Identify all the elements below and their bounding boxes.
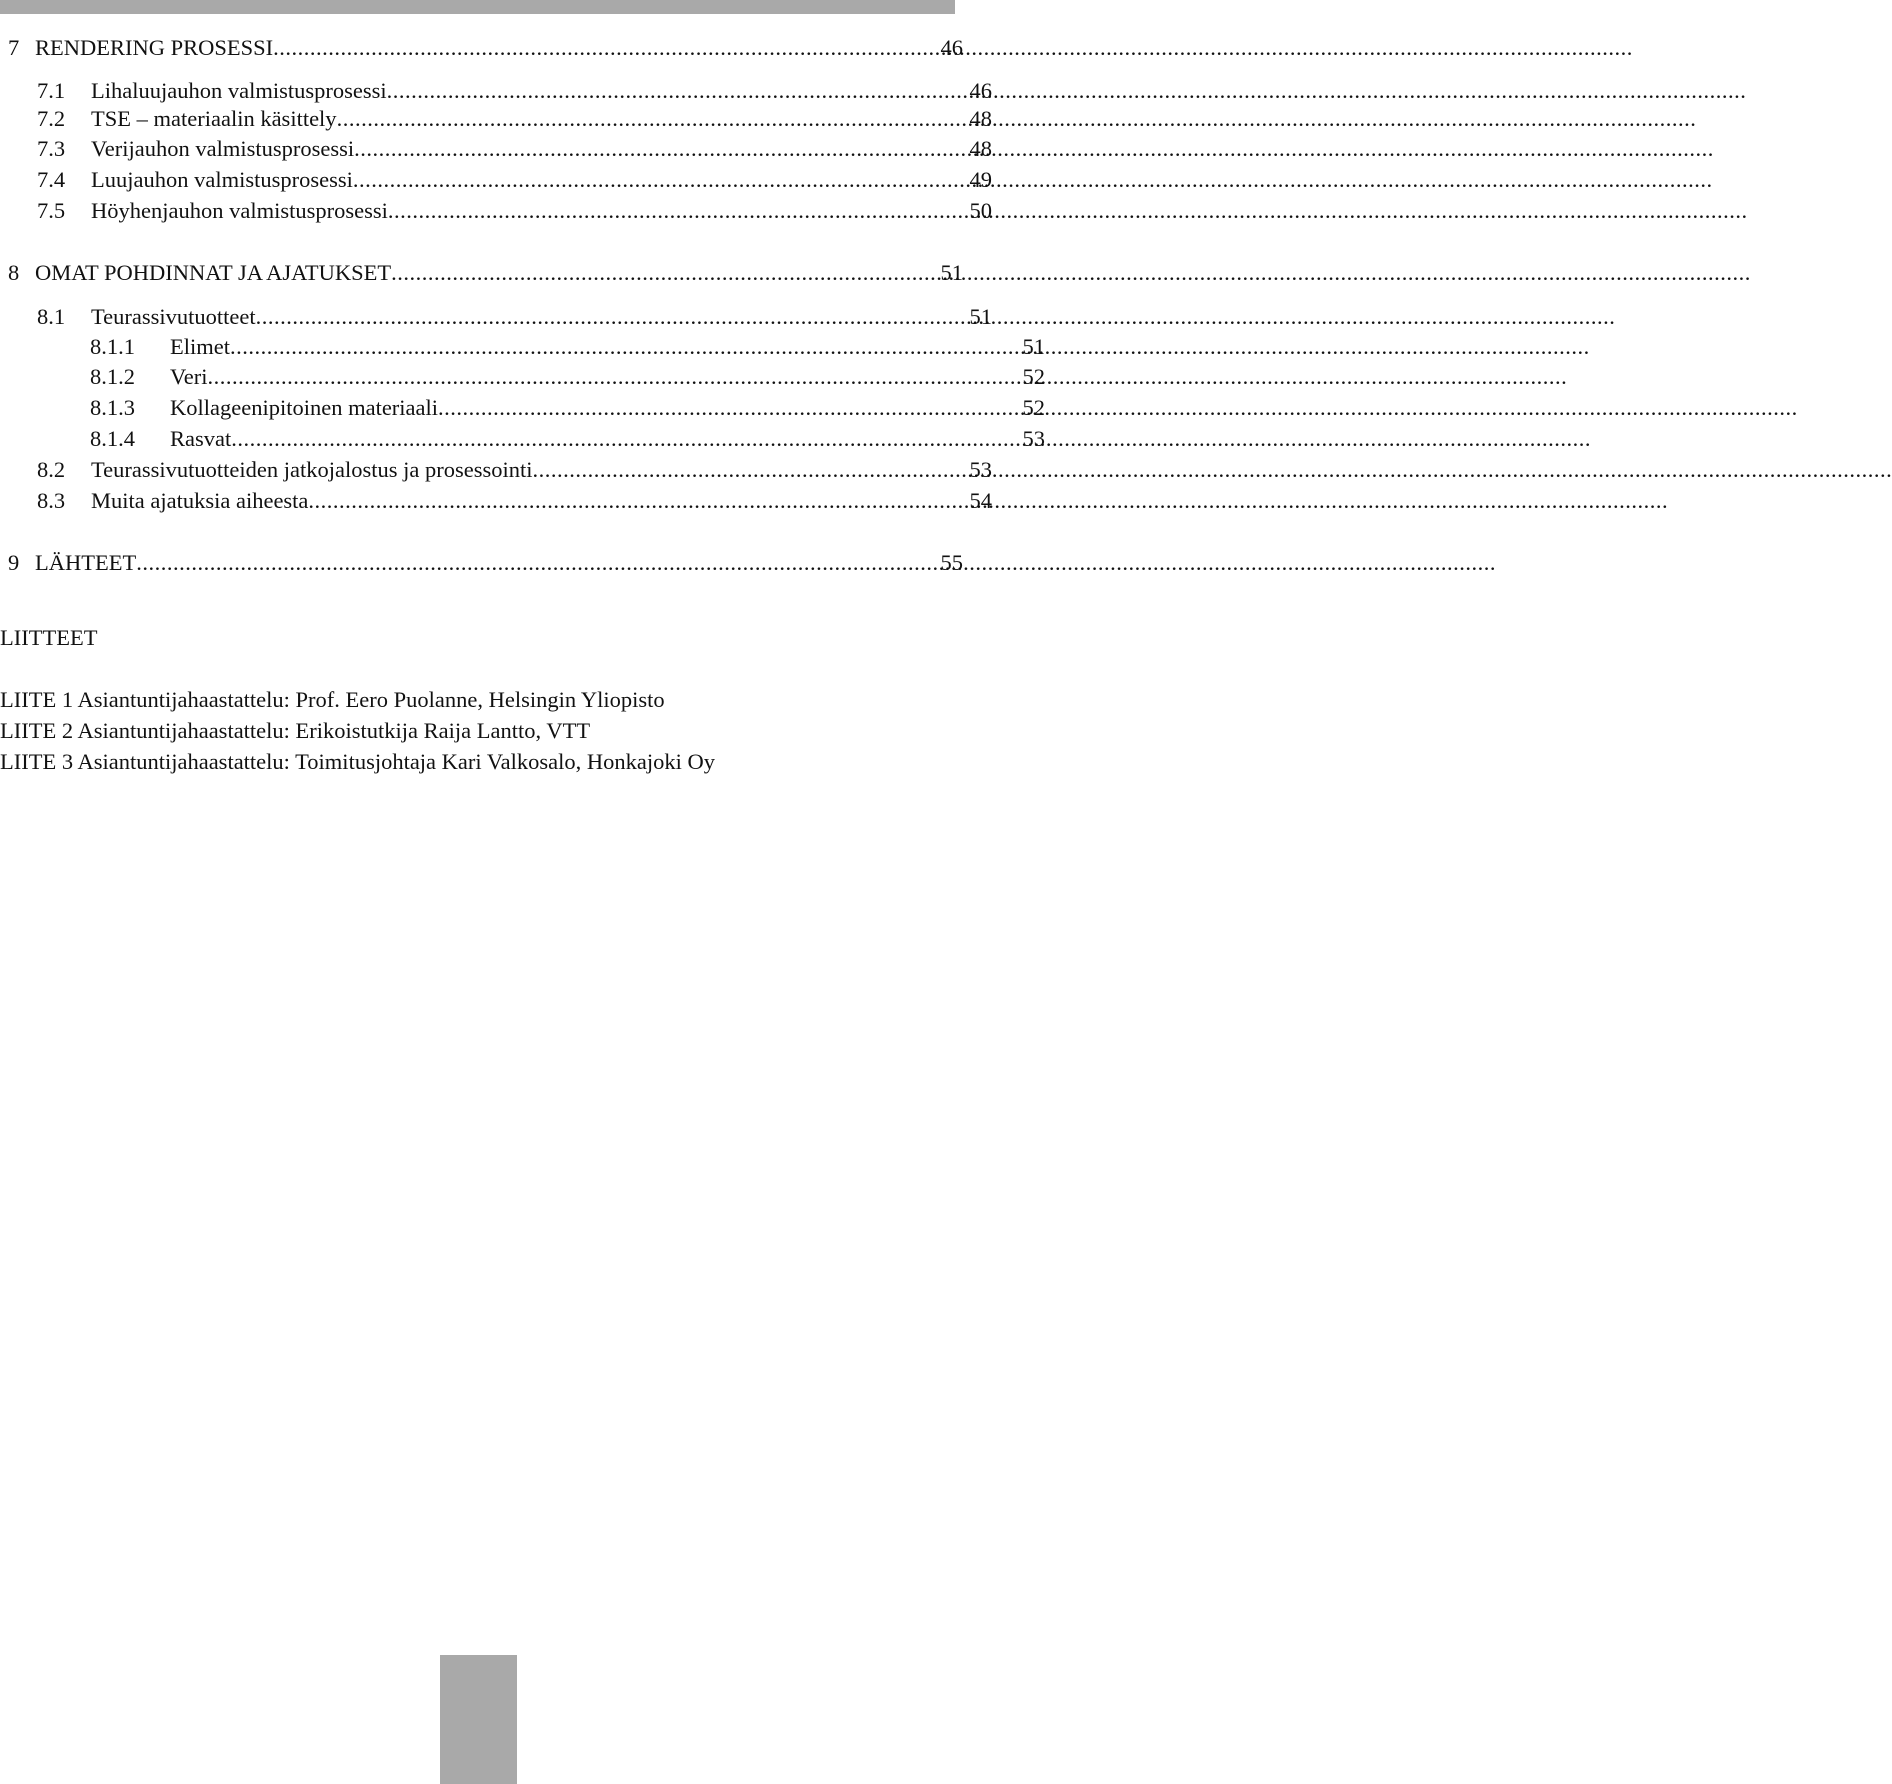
toc-leader-dots: [533, 455, 968, 485]
toc-page-number: 49: [969, 167, 992, 192]
toc-title: Lihaluujauhon valmistusprosessi: [91, 78, 387, 103]
toc-number: 7.4: [37, 167, 66, 192]
appendices-heading: LIITTEET: [0, 625, 98, 650]
toc-entry-8-1-3[interactable]: [0, 393, 1045, 423]
toc-leader-dots: [337, 104, 968, 134]
toc-entry-8-2[interactable]: [0, 455, 992, 485]
toc-leader-dots: [231, 424, 1020, 454]
page-footer-block: [440, 1655, 517, 1784]
toc-page-number: 51: [969, 304, 992, 329]
toc-page-number: 50: [969, 198, 992, 223]
toc-leader-dots: [387, 76, 968, 106]
toc-entry-8-1-1[interactable]: [0, 332, 1045, 362]
toc-title: Verijauhon valmistusprosessi: [91, 136, 355, 161]
appendix-item-2[interactable]: LIITE 2 Asiantuntijahaastattelu: Erikoistutkija Raija Lantto, VTT: [0, 718, 591, 743]
toc-entry-7-4[interactable]: [0, 165, 992, 195]
toc-page-number: 46: [969, 78, 992, 103]
toc-page-number: 48: [969, 106, 992, 131]
toc-leader-dots: [273, 33, 938, 63]
toc-number: 8.1.3: [90, 395, 135, 420]
toc-leader-dots: [208, 362, 1021, 392]
toc-leader-dots: [230, 332, 1021, 362]
toc-number: 7.5: [37, 198, 66, 223]
toc-page-number: 54: [969, 488, 992, 513]
toc-page-number: 46: [940, 35, 963, 60]
toc-entry-7-1[interactable]: [0, 76, 992, 106]
toc-title: Kollageenipitoinen materiaali: [170, 395, 439, 420]
toc-title: RENDERING PROSESSI: [35, 35, 274, 60]
toc-title: Rasvat: [170, 426, 232, 451]
toc-title: Teurassivutuotteet: [91, 304, 256, 329]
toc-title: Veri: [170, 364, 208, 389]
toc-number: 8: [8, 260, 20, 285]
toc-entry-9[interactable]: [0, 548, 963, 578]
toc-title: Teurassivutuotteiden jatkojalostus ja prosessointi: [91, 457, 533, 482]
toc-number: 9: [8, 550, 20, 575]
toc-entry-8[interactable]: [0, 258, 963, 288]
toc-leader-dots: [136, 548, 938, 578]
toc-entry-8-1-2[interactable]: [0, 362, 1045, 392]
appendix-item-3[interactable]: LIITE 3 Asiantuntijahaastattelu: Toimitusjohtaja Kari Valkosalo, Honkajoki Oy: [0, 749, 715, 774]
toc-page-number: 48: [969, 136, 992, 161]
toc-number: 8.2: [37, 457, 66, 482]
toc-entry-7-5[interactable]: [0, 196, 992, 226]
toc-page-number: 51: [940, 260, 963, 285]
toc-page-number: 52: [1022, 395, 1045, 420]
toc-page-number: 55: [940, 550, 963, 575]
toc-entry-8-1[interactable]: [0, 302, 992, 332]
toc-number: 7.3: [37, 136, 66, 161]
toc-leader-dots: [256, 302, 968, 332]
toc-number: 8.1.2: [90, 364, 135, 389]
toc-title: Elimet: [170, 334, 230, 359]
toc-number: 8.3: [37, 488, 66, 513]
toc-title: LÄHTEET: [35, 550, 137, 575]
toc-leader-dots: [354, 134, 967, 164]
toc-page-number: 53: [1022, 426, 1045, 451]
toc-leader-dots: [388, 196, 968, 226]
toc-entry-7-2[interactable]: [0, 104, 992, 134]
toc-number: 7: [8, 35, 20, 60]
page-top-bar: [0, 0, 955, 14]
toc-number: 7.2: [37, 106, 66, 131]
toc-title: Muita ajatuksia aiheesta: [91, 488, 309, 513]
toc-number: 8.1: [37, 304, 66, 329]
toc-number: 8.1.4: [90, 426, 135, 451]
toc-page-number: 52: [1022, 364, 1045, 389]
toc-entry-7[interactable]: [0, 33, 963, 63]
toc-page-number: 51: [1022, 334, 1045, 359]
toc-title: OMAT POHDINNAT JA AJATUKSET: [35, 260, 392, 285]
toc-title: Höyhenjauhon valmistusprosessi: [91, 198, 388, 223]
toc-entry-8-3[interactable]: [0, 486, 992, 516]
toc-page-number: 53: [969, 457, 992, 482]
appendix-item-1[interactable]: LIITE 1 Asiantuntijahaastattelu: Prof. Eero Puolanne, Helsingin Yliopisto: [0, 687, 665, 712]
toc-title: TSE – materiaalin käsittely: [91, 106, 337, 131]
toc-number: 8.1.1: [90, 334, 135, 359]
toc-leader-dots: [438, 393, 1020, 423]
toc-leader-dots: [353, 165, 968, 195]
toc-number: 7.1: [37, 78, 66, 103]
toc-leader-dots: [308, 486, 967, 516]
toc-leader-dots: [391, 258, 938, 288]
toc-entry-7-3[interactable]: [0, 134, 992, 164]
toc-entry-8-1-4[interactable]: [0, 424, 1045, 454]
toc-title: Luujauhon valmistusprosessi: [91, 167, 353, 192]
